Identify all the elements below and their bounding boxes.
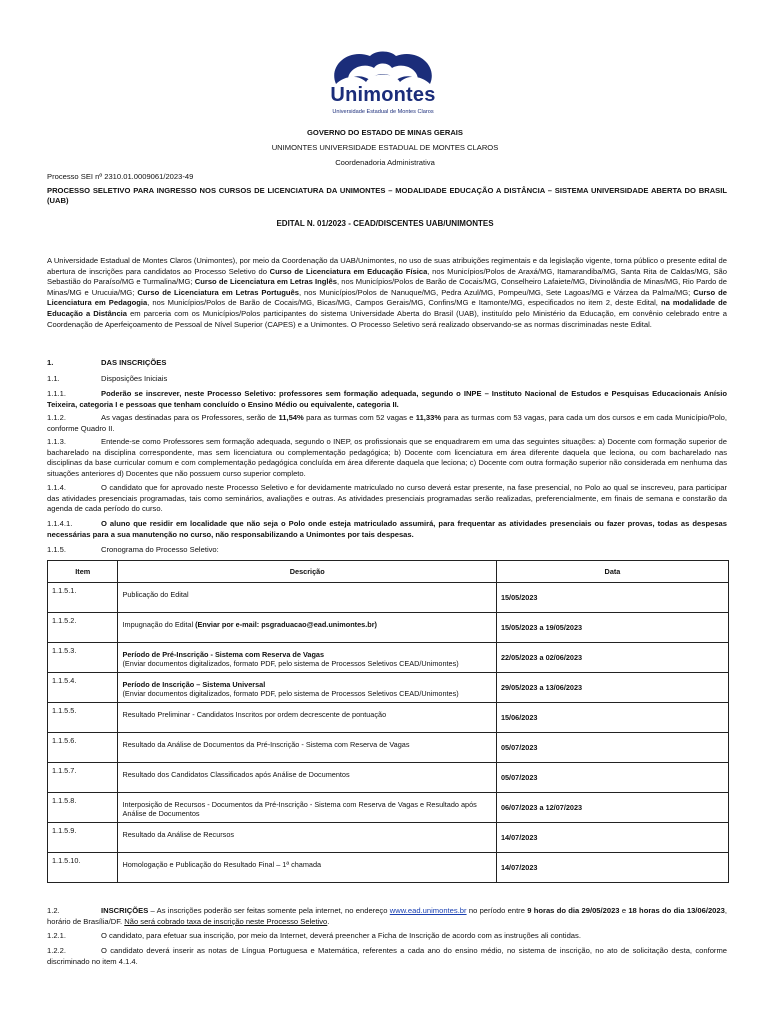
header-government: GOVERNO DO ESTADO DE MINAS GERAIS xyxy=(307,128,463,137)
description-text xyxy=(122,680,491,698)
table-row xyxy=(48,643,729,673)
table-row xyxy=(48,793,729,823)
clause-1-1-5 xyxy=(47,545,727,554)
description-main: Resultado Preliminar - Candidatos Inscritos por ordem decrescente de pontuação xyxy=(122,710,387,719)
clause-number: 1.1.5. xyxy=(47,545,66,554)
clause-number: 1.1.1. xyxy=(47,389,66,398)
table-header-row xyxy=(48,561,729,583)
description-text xyxy=(122,860,491,869)
table-row xyxy=(48,583,729,613)
clause-1-1-1 xyxy=(47,389,727,410)
unimontes-logo xyxy=(318,46,448,122)
table-row xyxy=(48,763,729,793)
intro-course-3: Curso de Licenciatura em Letras Português xyxy=(137,287,299,297)
cell-description xyxy=(118,703,496,733)
description-text xyxy=(122,710,491,719)
description-text xyxy=(122,620,491,629)
registration-end: 18 horas do dia 13/06/2023 xyxy=(628,906,725,915)
description-main: Resultado dos Candidatos Classificados após Análise de Documentos xyxy=(122,770,350,779)
clause-text: . xyxy=(327,916,330,926)
section-title: DAS INSCRIÇÕES xyxy=(101,358,167,367)
table-row xyxy=(48,853,729,883)
clause-1-1-4-1 xyxy=(47,519,727,540)
clause-text: O candidato, para efetuar sua inscrição, por meio da Internet, deverá preencher a Ficha de Inscrição de acordo com as instruções ali contidas. xyxy=(101,931,581,940)
cell-date: 29/05/2023 a 13/06/2023 xyxy=(496,673,728,703)
intro-course-2: Curso de Licenciatura em Letras Inglês xyxy=(194,277,337,287)
section-title: Disposições Iniciais xyxy=(101,374,168,383)
cell-item: 1.1.5.4. xyxy=(48,673,118,703)
cell-description xyxy=(118,673,496,703)
description-title: Período de Pré-Inscrição - Sistema com Reserva de Vagas xyxy=(122,650,325,659)
clause-1-1-2 xyxy=(47,413,727,434)
clause-number: 1.1.4.1. xyxy=(47,519,73,528)
cell-date: 05/07/2023 xyxy=(496,733,728,763)
description-text xyxy=(122,830,491,839)
cell-description xyxy=(118,853,496,883)
cell-description xyxy=(118,763,496,793)
clause-number: 1.2.2. xyxy=(47,946,66,955)
table-row xyxy=(48,613,729,643)
description-text xyxy=(122,740,491,749)
clause-number: 1.2. xyxy=(47,906,60,915)
description-email-note: (Enviar por e-mail: psgraduacao@ead.unimontes.br) xyxy=(195,620,377,629)
document-title: PROCESSO SELETIVO PARA INGRESSO NOS CURSOS DE LICENCIATURA DA UNIMONTES – MODALIDADE EDUCAÇÃO A DISTÂNCIA – SISTEMA UNIVERSIDADE ABERTA DO BRASIL (UAB) xyxy=(47,186,727,205)
description-sub: (Enviar documentos digitalizados, formato PDF, pelo sistema de Processos Seletivos CEAD/Unimontes) xyxy=(122,689,459,698)
clause-text: O aluno que residir em localidade que não seja o Polo onde esteja matriculado assumirá, para frequentar as atividades presenciais ou fazer provas, todas as despesas necessárias para a sua manutenção no curso, não responsabilizando a Unimontes por tais despesas. xyxy=(47,519,727,539)
intro-course-1: Curso de Licenciatura em Educação Física xyxy=(269,266,428,276)
cell-description xyxy=(118,583,496,613)
header-coordination: Coordenadoria Administrativa xyxy=(335,158,435,167)
description-text xyxy=(122,650,491,668)
registration-website-link[interactable]: www.ead.unimontes.br xyxy=(389,906,467,915)
intro-text-3: , nos Municípios/Polos de Barão de Cocais/MG, Conselheiro Lafaiete/MG, Divinolândia de Minas/MG, Rio Pardo de Minas/MG e Urucuia/MG; xyxy=(47,277,727,297)
cell-item: 1.1.5.2. xyxy=(48,613,118,643)
cell-date: 15/05/2023 xyxy=(496,583,728,613)
cell-description xyxy=(118,793,496,823)
description-main: Impugnação do Edital xyxy=(122,620,196,629)
section-1-heading xyxy=(47,358,727,367)
cell-description xyxy=(118,613,496,643)
table-row xyxy=(48,733,729,763)
section-number: 1.1. xyxy=(47,374,60,383)
clause-1-1-3 xyxy=(47,437,727,479)
description-text xyxy=(122,800,491,818)
description-text xyxy=(122,770,491,779)
clause-text: As vagas destinadas para os Professores, serão de xyxy=(101,413,279,422)
table-row xyxy=(48,673,729,703)
intro-text-5: , nos Municípios/Polos de Barão de Cocais/MG, Bicas/MG, Campos Gerais/MG, Confins/MG e Itamonte/MG, especificados no item 2, deste Edital, xyxy=(147,298,661,308)
cell-item: 1.1.5.5. xyxy=(48,703,118,733)
cell-date: 22/05/2023 a 02/06/2023 xyxy=(496,643,728,673)
clause-text: Cronograma do Processo Seletivo: xyxy=(101,545,219,554)
description-main: Resultado da Análise de Documentos da Pré-Inscrição - Sistema com Reserva de Vagas xyxy=(122,740,410,749)
cell-item: 1.1.5.8. xyxy=(48,793,118,823)
schedule-table xyxy=(47,560,729,883)
table-row xyxy=(48,823,729,853)
clause-text: O candidato deverá inserir as notas de Língua Portuguesa e Matemática, referentes a cada ano do ensino médio, no sistema de inscrição, no ato de solicitação desta, conforme discriminado no item 4.1.4. xyxy=(47,946,727,966)
clause-text: no período entre xyxy=(466,906,528,915)
no-fee-notice: Não será cobrado taxa de inscrição neste Processo Seletivo xyxy=(124,916,328,926)
cell-item: 1.1.5.3. xyxy=(48,643,118,673)
description-main: Publicação do Edital xyxy=(122,590,189,599)
cell-date: 14/07/2023 xyxy=(496,823,728,853)
clause-text: – As inscrições poderão ser feitas somente pela internet, no endereço xyxy=(148,906,390,915)
description-main: Resultado da Análise de Recursos xyxy=(122,830,235,839)
clause-text: Entende-se como Professores sem formação adequada, segundo o INEP, os profissionais que se enquadrarem em uma das seguintes situações: a) Docente com formação superior de bacharelado na disciplina correspondente, mas sem licenciatura ou complementação pedagógica; b) Docente com licenciatura em área diferente daquela que leciona, ou com bacharelado nas disciplinas da base curricular comum e com complementação pedagógica concluída em área diferente daquela que leciona; c) Docente com outra formação superior não considerada em nenhuma das situações anteriores d) Docentes que não possuem curso superior completo. xyxy=(47,437,727,478)
description-main: Homologação e Publicação do Resultado Final – 1ª chamada xyxy=(122,860,322,869)
cell-date: 15/05/2023 a 19/05/2023 xyxy=(496,613,728,643)
header-university: UNIMONTES UNIVERSIDADE ESTADUAL DE MONTES CLAROS xyxy=(271,143,499,152)
cell-item: 1.1.5.9. xyxy=(48,823,118,853)
cell-date: 14/07/2023 xyxy=(496,853,728,883)
intro-text-1: A Universidade Estadual de Montes Claros (Unimontes), por meio da Coordenação da UAB/Unimontes, no uso de suas atribuições regimentais e da legislação vigente, torna público o presente edital de abertura de inscrições para candidatos ao Processo Seletivo do xyxy=(47,256,727,276)
intro-text-2: , nos Municípios/Polos de Araxá/MG, Itamarandiba/MG, Santa Rita de Caldas/MG, São Sebastião do Paraíso/MG e Turmalina/MG; xyxy=(47,266,727,287)
cell-description xyxy=(118,733,496,763)
clause-text: , horário de Brasília/DF. xyxy=(47,906,727,926)
clause-number: 1.2.1. xyxy=(47,931,66,940)
cell-item: 1.1.5.6. xyxy=(48,733,118,763)
clause-number: 1.1.3. xyxy=(47,437,66,446)
section-number: 1. xyxy=(47,358,54,367)
intro-text-4: , nos Municípios/Polos de Nanuque/MG, Pedra Azul/MG, Pompeu/MG, Sete Lagoas/MG e Várzea da Palma/MG; xyxy=(298,287,694,297)
percentage-52: 11,54% xyxy=(278,413,304,422)
clause-1-2-1 xyxy=(47,931,727,942)
clause-text: e xyxy=(619,906,629,915)
cell-date: 06/07/2023 a 12/07/2023 xyxy=(496,793,728,823)
cell-item: 1.1.5.1. xyxy=(48,583,118,613)
column-header-description: Descrição xyxy=(118,561,496,583)
percentage-53: 11,33% xyxy=(415,413,442,422)
cell-item: 1.1.5.10. xyxy=(48,853,118,883)
cell-description xyxy=(118,823,496,853)
registration-start: 9 horas do dia 29/05/2023 xyxy=(527,906,620,915)
column-header-item: Item xyxy=(48,561,118,583)
clause-number: 1.1.2. xyxy=(47,413,66,422)
clause-text: para as turmas com 53 vagas, para cada um dos cursos e em cada Município/Polo, conforme Quadro II. xyxy=(47,413,727,433)
intro-course-4: Curso de Licenciatura em Pedagogia xyxy=(47,287,727,308)
description-title: Período de Inscrição – Sistema Universal xyxy=(122,680,266,689)
logo-subtitle: Universidade Estadual de Montes Claros xyxy=(332,109,434,115)
schedule-table-body xyxy=(48,583,729,883)
description-sub: (Enviar documentos digitalizados, formato PDF, pelo sistema de Processos Seletivos CEAD/Unimontes) xyxy=(122,659,459,668)
processo-number: Processo SEI nº 2310.01.0009061/2023-49 xyxy=(47,172,194,181)
clause-number: 1.1.4. xyxy=(47,483,66,492)
intro-text-6: em parceria com os Municípios/Polos participantes do sistema Universidade Aberta do Brasil (UAB), instituído pelo Ministério da Educação, em convênio celebrado entre a Coordenação de Aperfeiçoamento de Pessoal de Nível Superior (CAPES) e a Unimontes. O Processo Seletivo será realizado observando-se as normas discriminadas neste Edital. xyxy=(47,308,727,329)
cell-item: 1.1.5.7. xyxy=(48,763,118,793)
intro-modality: na modalidade de Educação a Distância xyxy=(47,298,727,318)
description-text xyxy=(122,590,491,599)
logo-name: Unimontes xyxy=(330,84,436,106)
description-main: Interposição de Recursos - Documentos da Pré-Inscrição - Sistema com Reserva de Vagas e Resultado após Análise de Documentos xyxy=(122,800,477,818)
cell-description xyxy=(118,643,496,673)
clause-text: O candidato que for aprovado neste Processo Seletivo e for devidamente matriculado no curso deverá estar presente, na fase presencial, no Polo ao qual se inscreveu, para participar das atividades presenciais programadas, tais como seminários, avaliações e outras. As atividades presenciais programadas serão realizadas, preferencialmente, em finais de semana e constarão da agenda de cada período do curso. xyxy=(47,483,727,514)
column-header-date: Data xyxy=(496,561,728,583)
cell-date: 05/07/2023 xyxy=(496,763,728,793)
clause-1-2 xyxy=(47,906,727,927)
clause-heading: INSCRIÇÕES xyxy=(101,906,149,915)
cell-date: 15/06/2023 xyxy=(496,703,728,733)
edital-title: EDITAL N. 01/2023 - CEAD/DISCENTES UAB/UNIMONTES xyxy=(276,219,494,228)
clause-text: para as turmas com 52 vagas e xyxy=(303,413,416,422)
intro-paragraph xyxy=(47,256,727,330)
clause-1-2-2 xyxy=(47,946,727,967)
table-row xyxy=(48,703,729,733)
clause-1-1-4 xyxy=(47,483,727,515)
section-1-1-heading xyxy=(47,374,727,383)
clause-text: Poderão se inscrever, neste Processo Seletivo: professores sem formação adequada, segundo o INPE – Instituto Nacional de Estudos e Pesquisas Educacionais Anísio Teixeira, categoria I e pessoas que tenham concluído o Ensino Médio ou equivalente, categoria II. xyxy=(47,389,727,409)
